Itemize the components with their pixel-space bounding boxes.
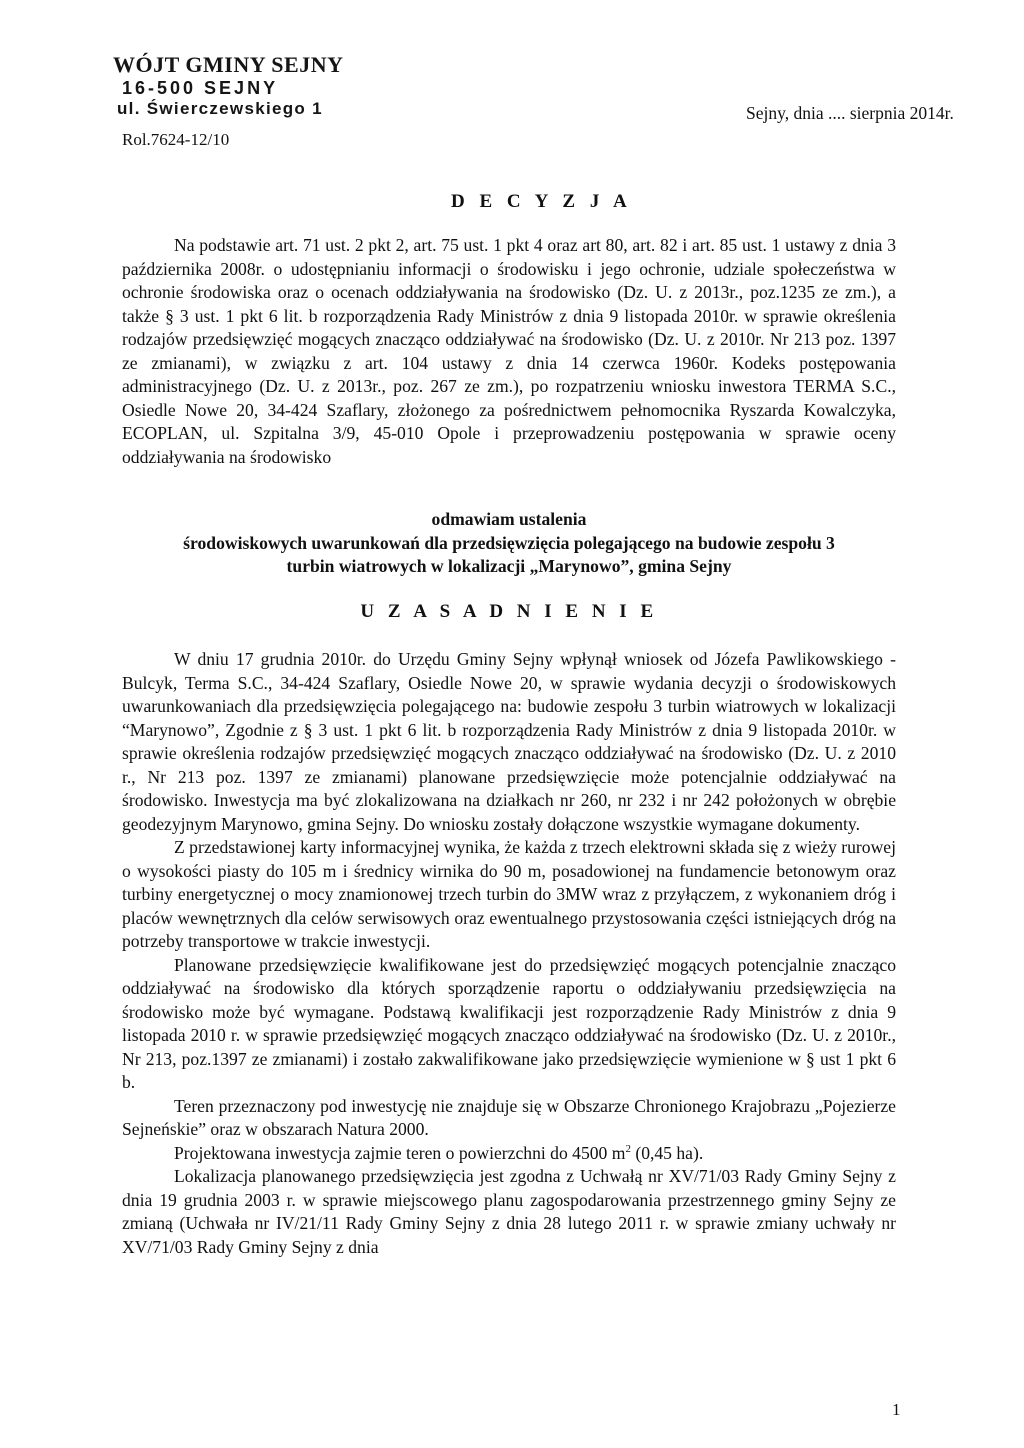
justification-paragraph: W dniu 17 grudnia 2010r. do Urzędu Gminy Sejny wpłynął wniosek od Józefa Pawlikowskiego - Bulcyk, Terma S.C., 34-424 Szaflary, Osiedle Nowe 20, w sprawie wydania decyzji o środowiskowych uwarunkowaniach dla przedsięwzięcia polegającego na: budowie zespołu 3 turbin wiatrowych w lokalizacji “Marynowo”, Zgodnie z § 3 ust. 1 pkt 6 lit. b rozporządzenia Rady Ministrów z dnia 9 listopada 2010r. w sprawie określenia rodzajów przedsięwzięć mogących znacząco oddziaływać na środowisko (Dz. U. z 2010 r., Nr 213 poz. 1397 ze zmianami) planowane przedsięwzięcie może potencjalnie oddziaływać na środowisko. Inwestycja ma być zlokalizowana na działkach nr 260, nr 232 i nr 242 położonych w obrębie geodezyjnym Marynowo, gmina Sejny. Do wniosku zostały dołączone wszystkie wymagane dokumenty. <box>122 649 896 834</box>
office-stamp <box>113 54 343 117</box>
justification-paragraph: Z przedstawionej karty informacyjnej wynika, że każda z trzech elektrowni składa się z wieży rurowej o wysokości piasty do 105 m i średnicy wirnika do 90 m, posadowionej na fundamencie betonowym oraz turbiny energetycznej o mocy znamionowej trzech turbin do 3MW wraz z przyłączem, z wykonaniem dróg i placów wewnętrznych dla celów serwisowych oraz ewentualnego przystosowania części istniejących dróg na potrzeby transportowe w trakcie inwestycji. <box>122 837 896 951</box>
decision-line: środowiskowych uwarunkowań dla przedsięwzięcia polegającego na budowie zespołu 3 <box>183 532 835 553</box>
document-title: D E C Y Z J A <box>451 191 632 212</box>
place-date: Sejny, dnia .... sierpnia 2014r. <box>746 103 954 123</box>
decision-line: odmawiam ustalenia <box>431 509 587 529</box>
page-number: 1 <box>892 1400 901 1419</box>
justification-paragraph: Planowane przedsięwzięcie kwalifikowane jest do przedsięwzięć mogących potencjalnie znacząco oddziaływać na środowisko dla których sporządzenie raportu o oddziaływaniu przedsięwzięcia na środowisko może być wymagane. Podstawą kwalifikacji jest rozporządzenie Rady Ministrów z dnia 9 listopada 2010 r. w sprawie przedsięwzięć mogących znacząco oddziaływać na środowisko (Dz. U. z 2010r., Nr 213, poz.1397 ze zmianami) i zostało zakwalifikowane jako przedsięwzięcie wymienione w § ust 1 pkt 6 b. <box>122 954 896 1092</box>
legal-basis-paragraph <box>122 234 896 469</box>
intro-paragraph: Na podstawie art. 71 ust. 2 pkt 2, art. 75 ust. 1 pkt 4 oraz art 80, art. 82 i art. 85 ust. 1 ustawy z dnia 3 października 2008r. o udostępnianiu informacji o środowisku i jego ochronie, udziale społeczeństwa w ochronie środowiska oraz o ocenach oddziaływania na środowisko (Dz. U. z 2013r., poz.1235 ze zm.), a także § 3 ust. 1 pkt 6 lit. b rozporządzenia Rady Ministrów z dnia 9 listopada 2010r. w sprawie określenia rodzajów przedsięwzięć mogących znacząco oddziaływać na środowisko (Dz. U. z 2010r. Nr 213 poz. 1397 ze zmianami), w związku z art. 104 ustawy z dnia 14 czerwca 1960r. Kodeks postępowania administracyjnego (Dz. U. z 2013r., poz. 267 ze zm.), po rozpatrzeniu wniosku inwestora TERMA S.C., Osiedle Nowe 20, 34-424 Szaflary, złożonego za pośrednictwem pełnomocnika Ryszarda Kowalczyka, ECOPLAN, ul. Szpitalna 3/9, 45-010 Opole i przeprowadzeniu postępowania w sprawie oceny oddziaływania na środowisko <box>122 235 896 467</box>
decision-statement <box>122 508 896 579</box>
area-superscript: 2 <box>625 1142 631 1155</box>
stamp-line-office: WÓJT GMINY SEJNY <box>113 52 344 77</box>
decision-line: turbin wiatrowych w lokalizacji „Marynowo”, gmina Sejny <box>286 556 732 576</box>
justification-paragraph: Lokalizacja planowanego przedsięwzięcia jest zgodna z Uchwałą nr XV/71/03 Rady Gminy Sejny z dnia 19 grudnia 2003 r. w sprawie miejscowego planu zagospodarowania przestrzennego gminy Sejny ze zmianą (Uchwała nr IV/21/11 Rady Gminy Sejny z dnia 28 lutego 2011 r. w sprawie zmiany uchwały nr XV/71/03 Rady Gminy Sejny z dnia <box>122 1166 896 1257</box>
justification-paragraph: Teren przeznaczony pod inwestycję nie znajduje się w Obszarze Chronionego Krajobrazu „Pojezierze Sejneńskie” oraz w obszarach Natura 2000. <box>122 1095 896 1139</box>
reference-number: Rol.7624-12/10 <box>122 130 230 149</box>
area-text: Projektowana inwestycja zajmie teren o powierzchni do 4500 m <box>174 1142 626 1163</box>
justification-body <box>122 648 896 1259</box>
justification-title: U Z A S A D N I E N I E <box>360 601 658 622</box>
area-text-end: (0,45 ha). <box>630 1142 704 1163</box>
stamp-line-street: ul. Świerczewskiego 1 <box>117 99 323 118</box>
stamp-line-postcode: 16-500 SEJNY <box>122 78 279 98</box>
justification-paragraph-area <box>122 1142 896 1166</box>
